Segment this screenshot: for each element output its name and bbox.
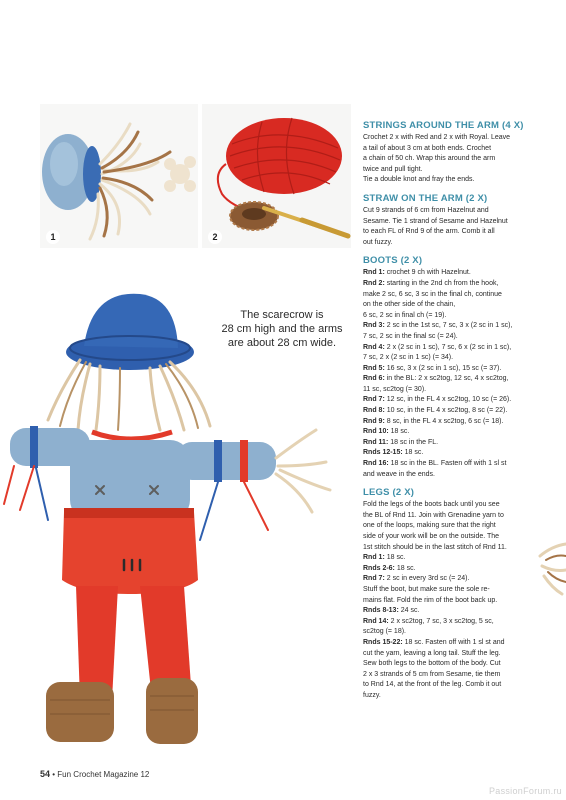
- round-label: Rnd 14:: [363, 617, 389, 625]
- section-0: [363, 120, 551, 186]
- instruction-line: [363, 279, 551, 290]
- instruction-text: to Rnd 14, at the front of the leg. Comb it out: [363, 681, 502, 689]
- instruction-line: [363, 459, 551, 470]
- instruction-line: [363, 627, 551, 638]
- instruction-line: [363, 617, 551, 628]
- instruction-text: 6 sc, 2 sc in final ch (= 19).: [363, 311, 447, 319]
- instruction-text: 11 sc, sc2tog (= 30).: [363, 385, 427, 393]
- instruction-line: [363, 217, 551, 228]
- instruction-text: mains flat. Fold the rim of the boot back up.: [363, 596, 498, 604]
- round-label: Rnd 2:: [363, 279, 385, 287]
- instruction-line: [363, 268, 551, 279]
- instruction-text: 24 sc.: [398, 607, 420, 615]
- round-label: Rnd 3:: [363, 322, 385, 330]
- instruction-line: [363, 511, 551, 522]
- instruction-line: [363, 543, 551, 554]
- instruction-line: [363, 564, 551, 575]
- instruction-line: [363, 165, 551, 176]
- instruction-line: [363, 385, 551, 396]
- watermark: PassionForum.ru: [488, 786, 562, 796]
- instruction-line: [363, 417, 551, 428]
- instruction-text: Stuff the boot, but make sure the sole re-: [363, 585, 490, 593]
- instruction-text: on the other side of the chain,: [363, 301, 456, 309]
- instruction-line: [363, 290, 551, 301]
- round-label: Rnd 11:: [363, 438, 389, 446]
- photo-arm-straw: [40, 104, 198, 248]
- instruction-text: 2 x sc2tog, 7 sc, 3 x sc2tog, 5 sc,: [388, 617, 494, 625]
- instruction-line: [363, 154, 551, 165]
- instruction-line: [363, 311, 551, 322]
- instruction-text: Cut 9 strands of 6 cm from Hazelnut and: [363, 206, 489, 214]
- section-heading: LEGS (2 X): [363, 487, 415, 499]
- instruction-text: 10 sc, in the FL 4 x sc2tog, 8 sc (= 22).: [384, 407, 508, 415]
- instruction-line: [363, 175, 551, 186]
- instruction-text: 18 sc.: [394, 564, 416, 572]
- instruction-line: [363, 206, 551, 217]
- instruction-text: out fuzzy.: [363, 238, 393, 246]
- instruction-text: 7 sc, 2 sc in the final sc (= 24).: [363, 332, 458, 340]
- instruction-line: [363, 300, 551, 311]
- round-label: Rnd 9:: [363, 417, 385, 425]
- round-label: Rnds 2-6:: [363, 564, 395, 572]
- instruction-text: Sew both legs to the bottom of the body. Cut: [363, 660, 501, 668]
- instruction-text: crochet 9 ch with Hazelnut.: [384, 269, 471, 277]
- instruction-line: [363, 470, 551, 481]
- instruction-line: [363, 133, 551, 144]
- instruction-text: Tie a double knot and fray the ends.: [363, 176, 475, 184]
- page-number: 54: [40, 769, 51, 779]
- instruction-line: [363, 670, 551, 681]
- instruction-text: 18 sc. Fasten off with 1 sl st and: [402, 638, 505, 646]
- round-label: Rnd 1:: [363, 554, 385, 562]
- instruction-line: [363, 427, 551, 438]
- size-caption: [202, 308, 362, 350]
- instruction-line: [363, 532, 551, 543]
- instruction-text: twice and pull tight.: [363, 165, 423, 173]
- instruction-line: [363, 144, 551, 155]
- instruction-text: Crochet 2 x with Red and 2 x with Royal. Leave: [363, 134, 511, 141]
- instruction-line: [363, 680, 551, 691]
- round-label: Rnd 8:: [363, 407, 385, 415]
- photo-2-badge: 2: [208, 230, 222, 244]
- instruction-line: [363, 649, 551, 660]
- instruction-line: [363, 448, 551, 459]
- round-label: Rnd 7:: [363, 396, 385, 404]
- instruction-line: [363, 374, 551, 385]
- photo-1-badge: 1: [46, 230, 60, 244]
- instruction-text: 2 sc in every 3rd sc (= 24).: [384, 575, 470, 583]
- instruction-line: [363, 438, 551, 449]
- instruction-line: [363, 343, 551, 354]
- instruction-text: to each FL of Rnd 9 of the arm. Comb it all: [363, 228, 495, 236]
- instruction-text: 18 sc.: [388, 428, 410, 436]
- round-label: Rnd 16:: [363, 460, 389, 468]
- instruction-line: [363, 585, 551, 596]
- photo-scarecrow: [0, 290, 336, 762]
- caption-line-1: The scarecrow is: [240, 309, 324, 321]
- instruction-text: 18 sc.: [402, 449, 424, 457]
- section-3: [363, 487, 551, 701]
- instruction-line: [363, 238, 551, 249]
- instruction-text: sc2tog (= 18).: [363, 628, 406, 636]
- section-1: [363, 193, 551, 248]
- instruction-text: Fold the legs of the boots back until you see: [363, 501, 500, 509]
- instruction-line: [363, 364, 551, 375]
- round-label: Rnds 12-15:: [363, 449, 403, 457]
- instruction-text: 1st stitch should be in the last stitch of Rnd 11.: [363, 543, 507, 551]
- instruction-text: 12 sc, in the FL 4 x sc2tog, 10 sc (= 26).: [384, 396, 512, 404]
- round-label: Rnd 5:: [363, 364, 385, 372]
- round-label: Rnd 1:: [363, 269, 385, 277]
- instruction-line: [363, 406, 551, 417]
- instruction-text: 18 sc.: [384, 554, 406, 562]
- instruction-line: [363, 596, 551, 607]
- photo-yarn-ball: [202, 104, 351, 248]
- magazine-name: Fun Crochet Magazine 12: [57, 770, 150, 779]
- section-2: [363, 255, 551, 480]
- section-heading: STRAW ON THE ARM (2 X): [363, 192, 488, 204]
- instruction-line: [363, 553, 551, 564]
- instruction-line: [363, 332, 551, 343]
- instruction-text: 18 sc in the BL. Fasten off with 1 sl st: [388, 460, 507, 468]
- instruction-text: fuzzy.: [363, 691, 381, 699]
- instruction-text: Sesame. Tie 1 strand of Sesame and Hazelnut: [363, 217, 508, 225]
- instruction-text: a tail of about 3 cm at both ends. Crochet: [363, 144, 492, 152]
- instruction-text: the BL of Rnd 11. Join with Grenadine yarn to: [363, 511, 504, 519]
- instruction-text: 18 sc in the FL.: [388, 438, 439, 446]
- instruction-line: [363, 638, 551, 649]
- instructions-column: [363, 120, 551, 709]
- instruction-text: 8 sc, in the FL 4 x sc2tog, 6 sc (= 18).: [384, 417, 504, 425]
- edge-photo-straw: [536, 536, 566, 596]
- instruction-text: one of the loops, making sure that the right: [363, 522, 496, 530]
- footer-bullet: •: [52, 770, 56, 779]
- instruction-line: [363, 691, 551, 702]
- instruction-line: [363, 659, 551, 670]
- instruction-text: cut the yarn, leaving a long tail. Stuff the leg.: [363, 649, 501, 657]
- section-heading: BOOTS (2 X): [363, 255, 423, 267]
- round-label: Rnd 7:: [363, 575, 385, 583]
- instruction-text: make 2 sc, 6 sc, 3 sc in the final ch, continue: [363, 290, 502, 298]
- instruction-text: 7 sc, 2 x (2 sc in 1 sc) (= 34).: [363, 354, 454, 362]
- instruction-line: [363, 353, 551, 364]
- instruction-line: [363, 574, 551, 585]
- instruction-text: 16 sc, 3 x (2 sc in 1 sc), 15 sc (= 37).: [384, 364, 502, 372]
- round-label: Rnd 4:: [363, 343, 385, 351]
- instruction-line: [363, 321, 551, 332]
- instruction-text: in the BL: 2 x sc2tog, 12 sc, 4 x sc2tog,: [384, 375, 509, 383]
- round-label: Rnd 10:: [363, 428, 389, 436]
- instruction-text: and weave in the ends.: [363, 470, 435, 478]
- round-label: Rnds 15-22:: [363, 638, 403, 646]
- instruction-line: [363, 227, 551, 238]
- round-label: Rnd 6:: [363, 375, 385, 383]
- instruction-line: [363, 521, 551, 532]
- caption-line-2: 28 cm high and the arms: [221, 323, 343, 335]
- instruction-text: 2 sc in the 1st sc, 7 sc, 3 x (2 sc in 1 sc),: [384, 322, 513, 330]
- instruction-line: [363, 500, 551, 511]
- instruction-line: [363, 606, 551, 617]
- instruction-text: 2 x 3 strands of 5 cm from Sesame, tie them: [363, 670, 501, 678]
- page-footer: [40, 769, 149, 779]
- instruction-text: a chain of 50 ch. Wrap this around the arm: [363, 155, 496, 163]
- instruction-text: side of your work will be on the outside. The: [363, 533, 500, 540]
- round-label: Rnds 8-13:: [363, 607, 399, 615]
- section-heading: STRINGS AROUND THE ARM (4 X): [363, 120, 524, 131]
- instruction-line: [363, 395, 551, 406]
- instruction-text: starting in the 2nd ch from the hook,: [384, 279, 499, 287]
- caption-line-3: are about 28 cm wide.: [227, 337, 337, 349]
- instruction-text: 2 x (2 sc in 1 sc), 7 sc, 6 x (2 sc in 1 sc),: [384, 343, 512, 351]
